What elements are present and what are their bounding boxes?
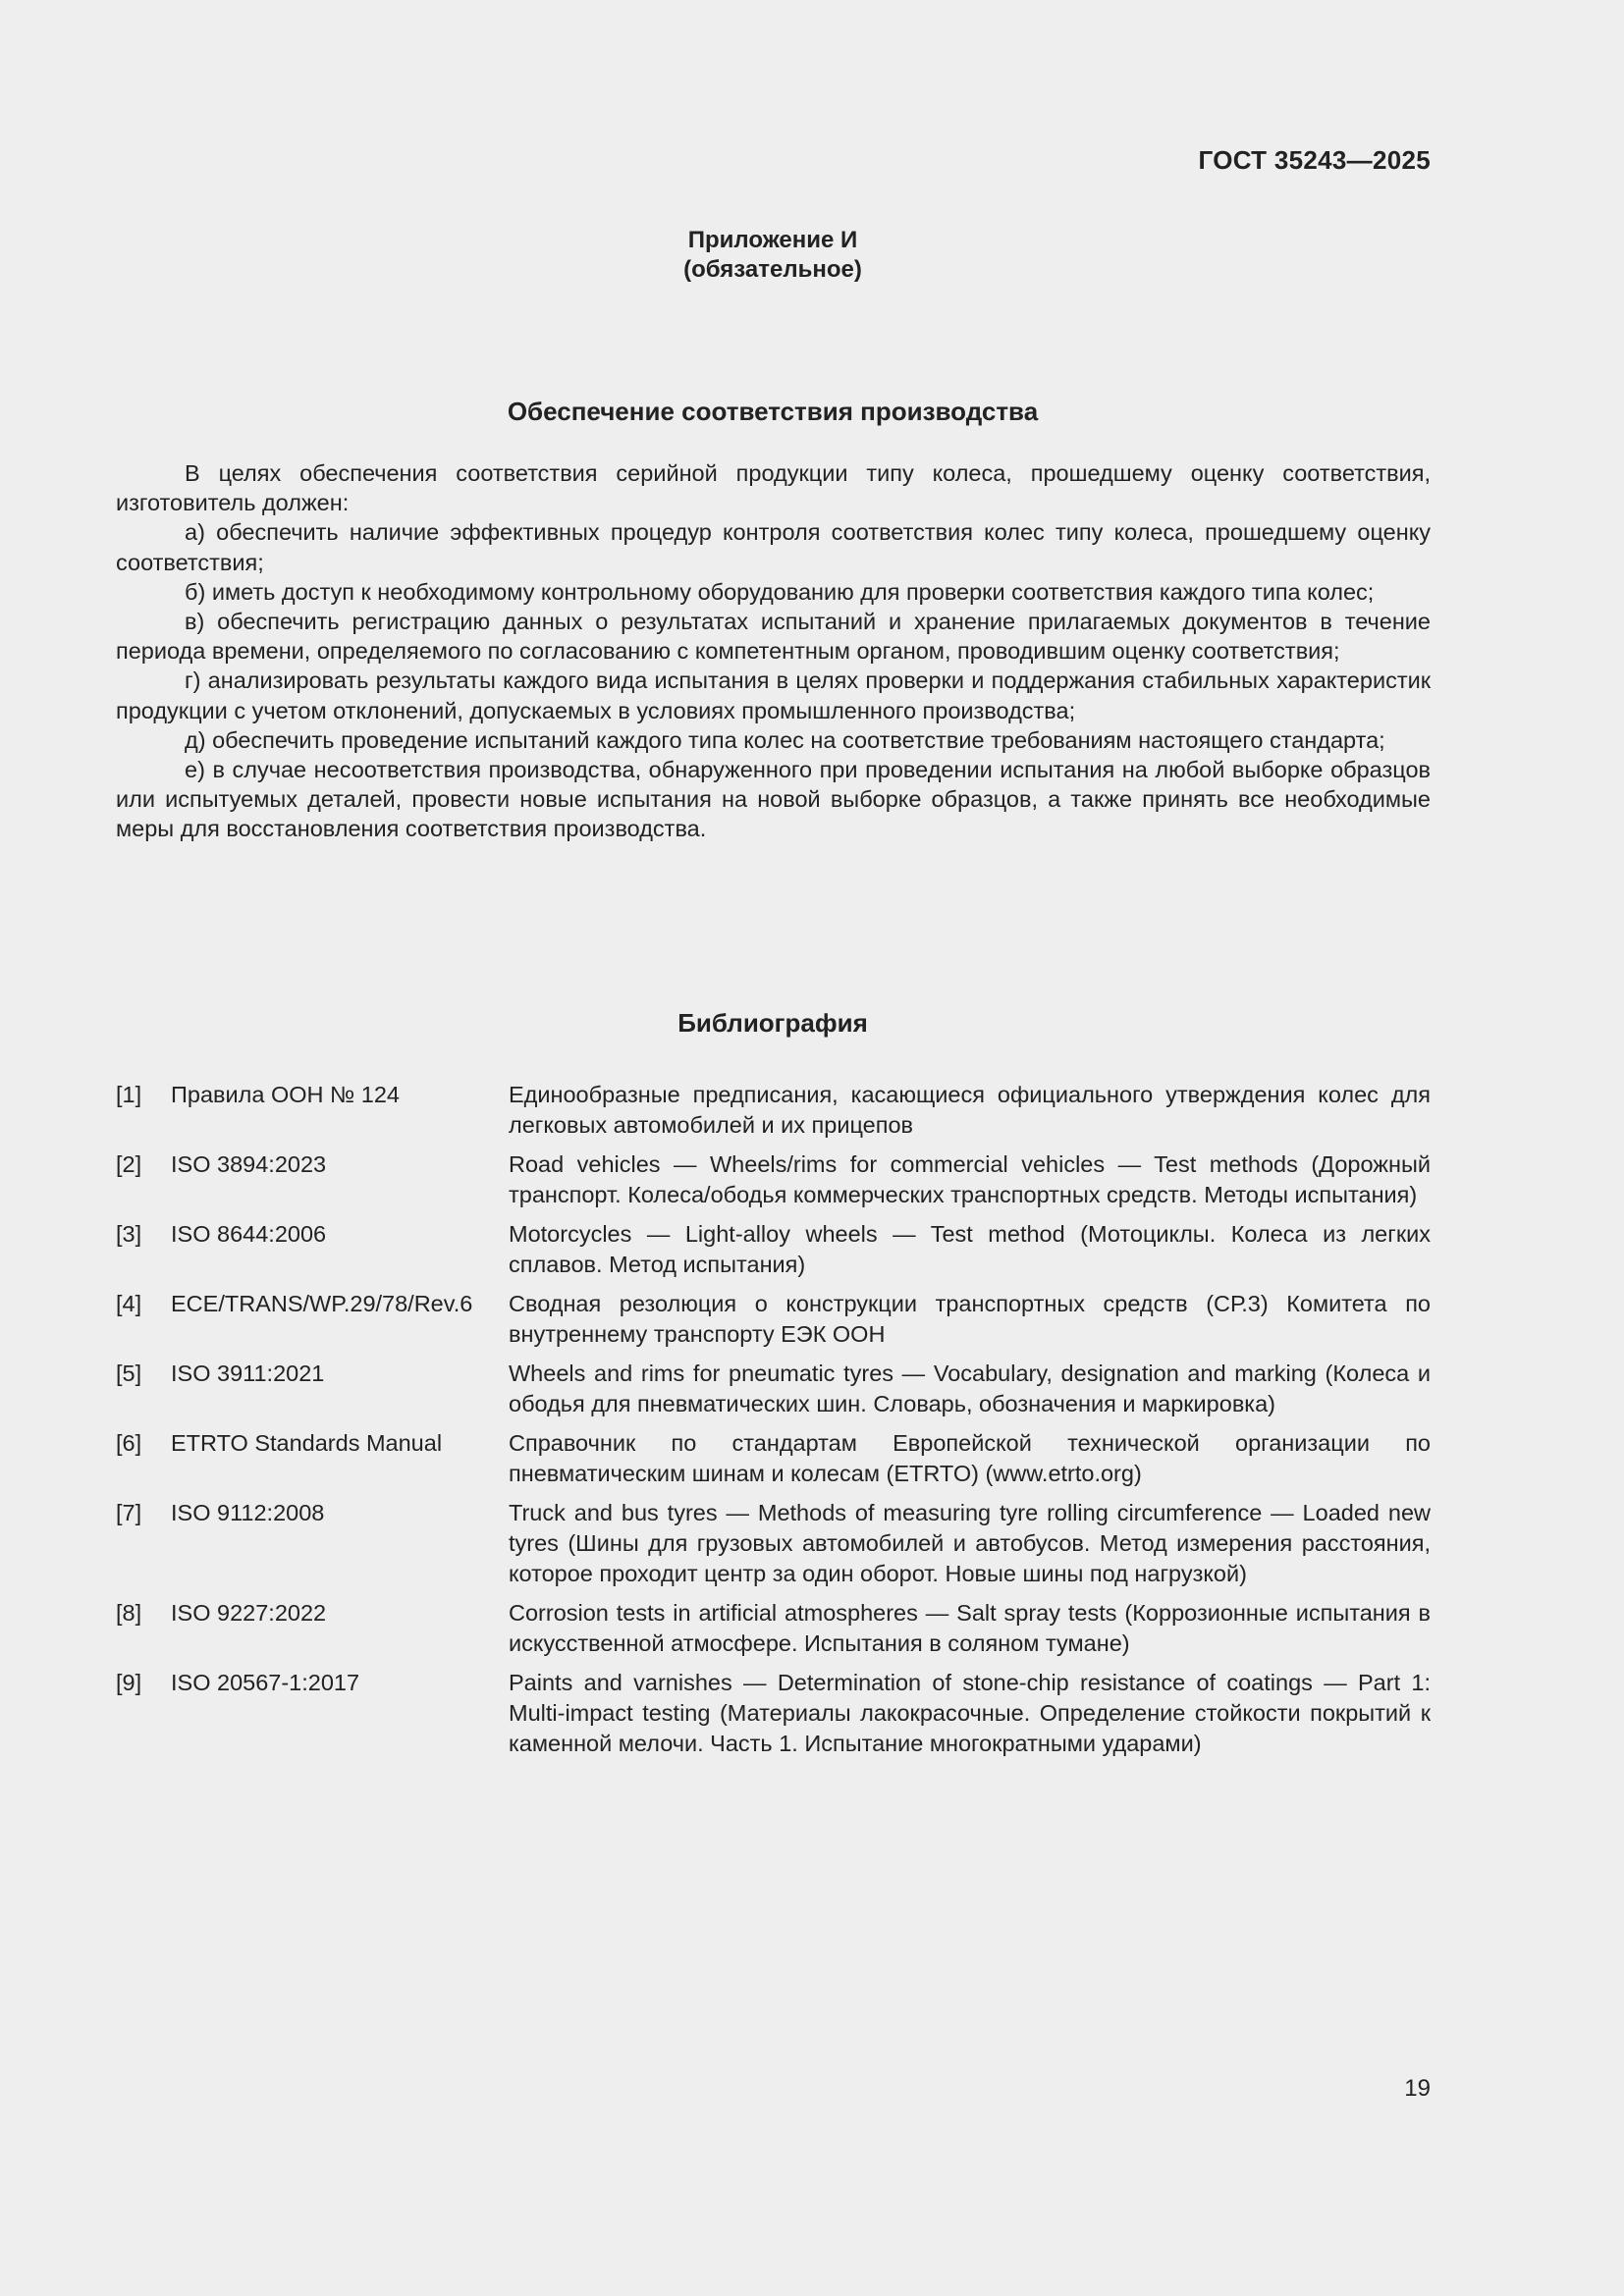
entry-reference: ETRTO Standards Manual [171, 1430, 443, 1456]
bibliography-entry [116, 1598, 1431, 1659]
entry-reference: ECE/TRANS/WP.29/78/Rev.6 [171, 1291, 473, 1316]
bibliography-entry [116, 1219, 1431, 1280]
bibliography-entry [116, 1359, 1431, 1419]
entry-number: [1] [116, 1082, 142, 1107]
section-body [116, 458, 1431, 844]
intro-paragraph: В целях обеспечения соответствия серийной продукции типу колеса, прошедшему оценку соответствия, изготовитель должен: [116, 460, 1431, 516]
entry-description: Wheels and rims for pneumatic tyres — Vocabulary, designation and marking (Колеса и ободья для пневматических шин. Словарь, обозначения и маркировка) [509, 1361, 1431, 1416]
bibliography-entry [116, 1149, 1431, 1210]
entry-description: Сводная резолюция о конструкции транспортных средств (СР.3) Комитета по внутреннему транспорту ЕЭК ООН [509, 1291, 1431, 1347]
list-item-c: в) обеспечить регистрацию данных о результатах испытаний и хранение прилагаемых документов в течение периода времени, определяемого по согласованию с компетентным органом, проводившим оценку соответствия; [116, 609, 1431, 665]
annex-status: (обязательное) [683, 256, 862, 283]
entry-description: Справочник по стандартам Европейской технической организации по пневматическим шинам и колесам (ETRTO) (www.etrto.org) [509, 1430, 1431, 1486]
list-item-d: г) анализировать результаты каждого вида испытания в целях проверки и поддержания стабильных характеристик продукции с учетом отклонений, допускаемых в условиях промышленного производства; [116, 667, 1431, 723]
entry-reference: Правила ООН № 124 [171, 1082, 400, 1107]
bibliography-entry [116, 1080, 1431, 1141]
entry-reference: ISO 20567-1:2017 [171, 1670, 360, 1695]
entry-reference: ISO 9112:2008 [171, 1500, 325, 1525]
entry-number: [4] [116, 1291, 142, 1316]
annex-heading [0, 226, 1545, 285]
entry-description: Road vehicles — Wheels/rims for commercial vehicles — Test methods (Дорожный транспорт. Колеса/ободья коммерческих транспортных средств. Методы испытания) [509, 1151, 1431, 1207]
bibliography-list [116, 1080, 1431, 1768]
list-item-b: б) иметь доступ к необходимому контрольному оборудованию для проверки соответствия каждого типа колес; [185, 578, 1375, 605]
entry-description: Paints and varnishes — Determination of stone-chip resistance of coatings — Part 1: Multi-impact testing (Материалы лакокрасочные. Определение стойкости покрытий к каменной мелочи. Часть 1. Испытание многократными ударами) [509, 1670, 1431, 1756]
page-number: 19 [1404, 2075, 1431, 2102]
bibliography-entry [116, 1428, 1431, 1489]
entry-reference: ISO 3911:2021 [171, 1361, 325, 1386]
entry-number: [7] [116, 1500, 142, 1525]
entry-description: Truck and bus tyres — Methods of measuring tyre rolling circumference — Loaded new tyres (Шины для грузовых автомобилей и автобусов. Метод измерения расстояния, которое проходит центр за один оборот. Новые шины под нагрузкой) [509, 1500, 1431, 1586]
bibliography-entry [116, 1289, 1431, 1350]
bibliography-entry [116, 1668, 1431, 1759]
entry-reference: ISO 9227:2022 [171, 1600, 327, 1626]
entry-description: Motorcycles — Light-alloy wheels — Test method (Мотоциклы. Колеса из легких сплавов. Метод испытания) [509, 1221, 1431, 1277]
entry-reference: ISO 3894:2023 [171, 1151, 327, 1177]
entry-number: [5] [116, 1361, 142, 1386]
entry-number: [9] [116, 1670, 142, 1695]
annex-title: Приложение И [687, 227, 858, 253]
entry-description: Corrosion tests in artificial atmospheres — Salt spray tests (Коррозионные испытания в искусственной атмосфере. Испытания в соляном тумане) [509, 1600, 1431, 1656]
section-title: Обеспечение соответствия производства [507, 397, 1039, 426]
entry-number: [8] [116, 1600, 142, 1626]
document-code: ГОСТ 35243—2025 [1198, 145, 1431, 175]
bibliography-title: Библиография [677, 1008, 868, 1038]
entry-number: [6] [116, 1430, 142, 1456]
entry-number: [3] [116, 1221, 142, 1247]
list-item-a: а) обеспечить наличие эффективных процедур контроля соответствия колес типу колеса, прошедшему оценку соответствия; [116, 519, 1431, 575]
entry-number: [2] [116, 1151, 142, 1177]
entry-reference: ISO 8644:2006 [171, 1221, 327, 1247]
list-item-e: д) обеспечить проведение испытаний каждого типа колес на соответствие требованиям настоящего стандарта; [185, 726, 1385, 753]
list-item-f: е) в случае несоответствия производства, обнаруженного при проведении испытания на любой выборке образцов или испытуемых деталей, провести новые испытания на новой выборке образцов, а также принять все необходимые меры для восстановления соответствия производства. [116, 757, 1431, 842]
entry-description: Единообразные предписания, касающиеся официального утверждения колес для легковых автомобилей и их прицепов [509, 1082, 1431, 1138]
bibliography-entry [116, 1498, 1431, 1589]
